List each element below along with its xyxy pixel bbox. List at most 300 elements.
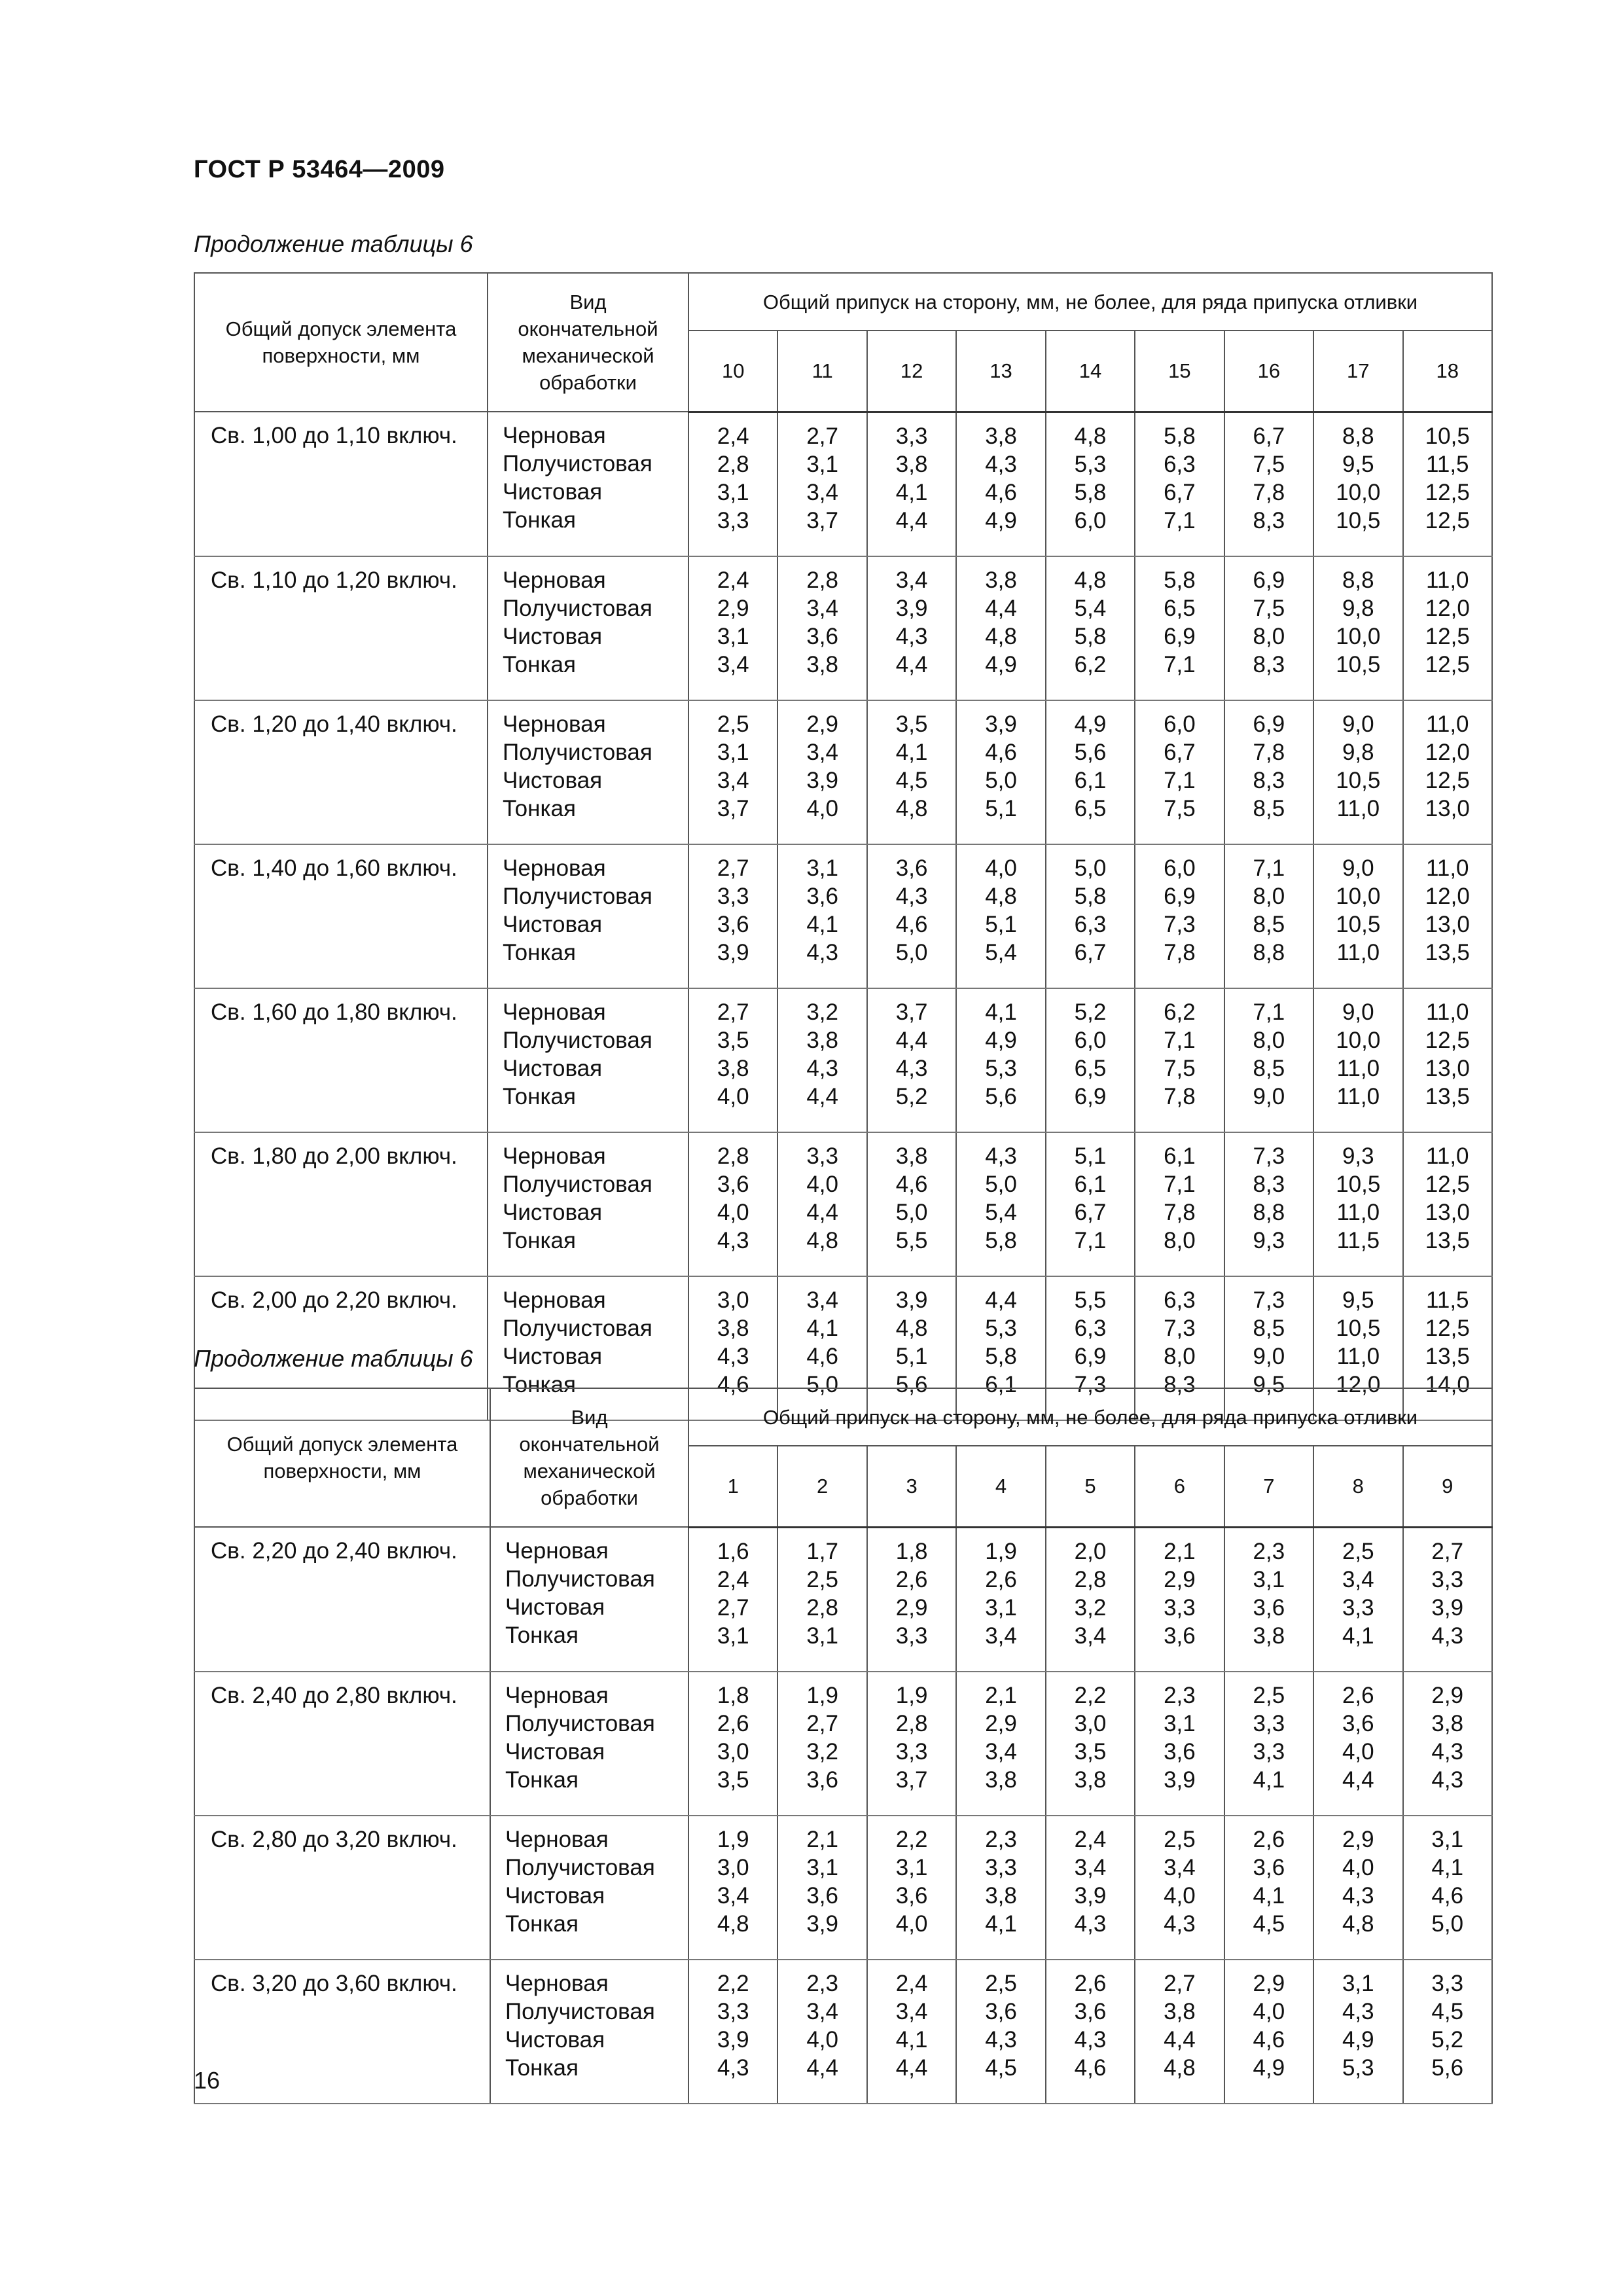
allowance-value: 5,0 bbox=[1074, 855, 1107, 881]
allowance-value: 5,4 bbox=[1074, 595, 1107, 621]
series-header: 16 bbox=[1224, 331, 1313, 412]
allowance-value: 4,0 bbox=[806, 1171, 838, 1197]
allowance-value: 3,9 bbox=[717, 939, 749, 965]
tolerance-range: Св. 1,60 до 1,80 включ. bbox=[194, 988, 488, 1132]
allowance-value: 4,3 bbox=[895, 883, 928, 909]
allowance-value: 1,9 bbox=[985, 1538, 1017, 1564]
machining-type: Чистовая bbox=[505, 1594, 605, 1620]
machining-types bbox=[488, 412, 688, 556]
allowance-value: 3,9 bbox=[895, 1287, 928, 1313]
allowance-value: 13,5 bbox=[1425, 1343, 1470, 1369]
allowance-value: 7,3 bbox=[1074, 1371, 1107, 1397]
machining-type: Получистовая bbox=[503, 1315, 652, 1341]
allowance-value: 2,8 bbox=[895, 1710, 928, 1736]
allowance-values bbox=[1135, 1960, 1224, 2104]
allowance-value: 3,3 bbox=[717, 1998, 749, 2024]
allowance-values bbox=[956, 1960, 1045, 2104]
allowance-value: 5,1 bbox=[1074, 1143, 1107, 1169]
allowance-value: 3,3 bbox=[1253, 1738, 1285, 1765]
series-header: 6 bbox=[1135, 1446, 1224, 1527]
machining-types bbox=[488, 988, 688, 1132]
series-header: 10 bbox=[688, 331, 777, 412]
allowance-value: 3,6 bbox=[895, 1882, 928, 1909]
allowance-value: 4,0 bbox=[806, 795, 838, 821]
allowance-value: 4,8 bbox=[717, 1910, 749, 1937]
allowance-value: 3,5 bbox=[717, 1767, 749, 1793]
allowance-value: 2,7 bbox=[717, 1594, 749, 1621]
allowance-value: 8,3 bbox=[1253, 767, 1285, 793]
allowance-values bbox=[1046, 412, 1135, 556]
allowance-value: 7,8 bbox=[1164, 1083, 1196, 1109]
tolerance-range: Св. 2,80 до 3,20 включ. bbox=[194, 1816, 490, 1960]
allowance-value: 3,1 bbox=[895, 1854, 928, 1880]
allowance-values bbox=[1313, 1816, 1402, 1960]
allowance-value: 11,0 bbox=[1336, 795, 1380, 821]
allowance-value: 11,0 bbox=[1336, 1199, 1380, 1225]
allowance-value: 5,0 bbox=[985, 1171, 1017, 1197]
allowance-value: 7,8 bbox=[1253, 479, 1285, 505]
allowance-value: 6,5 bbox=[1164, 595, 1196, 621]
allowance-value: 4,3 bbox=[895, 1055, 928, 1081]
series-header: 18 bbox=[1403, 331, 1493, 412]
tolerance-range: Св. 1,00 до 1,10 включ. bbox=[194, 412, 488, 556]
allowance-value: 4,9 bbox=[1253, 2054, 1285, 2081]
allowance-values bbox=[688, 1816, 777, 1960]
series-header: 3 bbox=[867, 1446, 956, 1527]
allowance-value: 2,4 bbox=[717, 567, 749, 593]
allowance-value: 7,3 bbox=[1164, 1315, 1196, 1341]
allowance-values bbox=[956, 412, 1045, 556]
allowance-value: 3,5 bbox=[1074, 1738, 1107, 1765]
allowance-value: 3,1 bbox=[1253, 1566, 1285, 1592]
machining-type: Тонкая bbox=[503, 1083, 576, 1109]
allowance-value: 3,1 bbox=[717, 479, 749, 505]
allowance-value: 6,9 bbox=[1253, 567, 1285, 593]
allowance-value: 6,3 bbox=[1164, 1287, 1196, 1313]
allowance-value: 11,0 bbox=[1336, 1083, 1380, 1109]
allowance-value: 3,9 bbox=[717, 2026, 749, 2053]
allowance-value: 4,4 bbox=[895, 651, 928, 677]
allowance-value: 8,8 bbox=[1253, 1199, 1285, 1225]
allowance-values bbox=[1403, 1527, 1493, 1672]
allowance-values bbox=[1135, 988, 1224, 1132]
allowance-values bbox=[1313, 1960, 1402, 2104]
machining-types bbox=[488, 1132, 688, 1276]
allowance-value: 3,4 bbox=[717, 651, 749, 677]
allowance-values bbox=[1403, 412, 1493, 556]
allowance-value: 3,1 bbox=[1164, 1710, 1196, 1736]
allowance-value: 3,8 bbox=[985, 1767, 1017, 1793]
table-row bbox=[194, 988, 1492, 1132]
allowance-value: 3,6 bbox=[717, 1171, 749, 1197]
table-row bbox=[194, 412, 1492, 556]
allowance-value: 2,5 bbox=[806, 1566, 838, 1592]
allowance-value: 4,5 bbox=[1431, 1998, 1464, 2024]
allowance-value: 10,5 bbox=[1336, 507, 1381, 533]
machining-types bbox=[490, 1960, 688, 2104]
allowance-value: 8,8 bbox=[1253, 939, 1285, 965]
allowance-values bbox=[1046, 1527, 1135, 1672]
allowance-values bbox=[688, 988, 777, 1132]
allowance-value: 3,2 bbox=[806, 1738, 838, 1765]
allowance-value: 13,5 bbox=[1425, 939, 1470, 965]
header-allowance: Общий припуск на сторону, мм, не более, для ряда припуска отливки bbox=[688, 273, 1492, 331]
series-header: 4 bbox=[956, 1446, 1045, 1527]
machining-type: Черновая bbox=[503, 1143, 606, 1169]
allowance-values bbox=[1135, 1816, 1224, 1960]
allowance-value: 6,7 bbox=[1253, 423, 1285, 449]
machining-type: Черновая bbox=[503, 423, 606, 448]
allowance-value: 3,8 bbox=[985, 567, 1017, 593]
allowance-values bbox=[867, 844, 956, 988]
allowance-value: 6,3 bbox=[1074, 911, 1107, 937]
allowance-value: 2,9 bbox=[717, 595, 749, 621]
allowance-value: 2,7 bbox=[717, 999, 749, 1025]
allowance-values bbox=[1403, 1816, 1493, 1960]
allowance-values bbox=[1313, 1132, 1402, 1276]
allowance-value: 9,0 bbox=[1342, 711, 1374, 737]
allowance-values bbox=[1046, 1672, 1135, 1816]
allowance-value: 2,6 bbox=[895, 1566, 928, 1592]
allowance-values bbox=[1135, 412, 1224, 556]
allowance-value: 3,4 bbox=[895, 1998, 928, 2024]
allowance-value: 8,8 bbox=[1342, 567, 1374, 593]
machining-type: Черновая bbox=[503, 999, 606, 1025]
allowance-value: 7,5 bbox=[1164, 795, 1196, 821]
allowance-value: 6,9 bbox=[1253, 711, 1285, 737]
allowance-values bbox=[867, 1132, 956, 1276]
allowance-value: 4,9 bbox=[985, 651, 1017, 677]
allowance-value: 2,4 bbox=[717, 423, 749, 449]
allowance-value: 11,0 bbox=[1425, 855, 1469, 881]
table-caption: Продолжение таблицы 6 bbox=[194, 1345, 473, 1372]
allowance-values bbox=[1224, 1960, 1313, 2104]
allowance-values bbox=[688, 1132, 777, 1276]
allowance-value: 4,3 bbox=[1431, 1767, 1464, 1793]
allowance-value: 3,5 bbox=[717, 1027, 749, 1053]
allowance-values bbox=[1313, 556, 1402, 700]
allowance-value: 3,8 bbox=[806, 1027, 838, 1053]
allowance-value: 2,1 bbox=[806, 1826, 838, 1852]
allowance-value: 5,1 bbox=[895, 1343, 928, 1369]
allowance-value: 3,3 bbox=[1431, 1970, 1464, 1996]
allowance-value: 10,5 bbox=[1336, 911, 1381, 937]
table-row bbox=[194, 700, 1492, 844]
allowance-value: 2,5 bbox=[985, 1970, 1017, 1996]
allowance-value: 4,8 bbox=[985, 883, 1017, 909]
allowance-value: 1,7 bbox=[806, 1538, 838, 1564]
allowance-table-series-1-9 bbox=[194, 1388, 1493, 2104]
allowance-value: 7,8 bbox=[1164, 939, 1196, 965]
allowance-values bbox=[688, 1960, 777, 2104]
allowance-value: 3,2 bbox=[806, 999, 838, 1025]
allowance-value: 11,0 bbox=[1425, 711, 1469, 737]
allowance-value: 4,1 bbox=[895, 739, 928, 765]
allowance-value: 2,3 bbox=[985, 1826, 1017, 1852]
allowance-value: 4,6 bbox=[1074, 2054, 1107, 2081]
allowance-value: 6,1 bbox=[1074, 767, 1107, 793]
allowance-value: 3,8 bbox=[985, 423, 1017, 449]
machining-type: Получистовая bbox=[505, 1566, 655, 1592]
allowance-value: 3,6 bbox=[806, 1767, 838, 1793]
allowance-value: 8,3 bbox=[1164, 1371, 1196, 1397]
allowance-values bbox=[867, 700, 956, 844]
allowance-value: 2,6 bbox=[985, 1566, 1017, 1592]
allowance-value: 11,0 bbox=[1336, 1055, 1380, 1081]
allowance-value: 3,9 bbox=[985, 711, 1017, 737]
allowance-value: 1,8 bbox=[895, 1538, 928, 1564]
allowance-value: 3,1 bbox=[806, 855, 838, 881]
allowance-value: 9,0 bbox=[1253, 1083, 1285, 1109]
allowance-value: 3,9 bbox=[806, 767, 838, 793]
allowance-value: 7,1 bbox=[1164, 1027, 1196, 1053]
allowance-value: 5,2 bbox=[1431, 2026, 1464, 2053]
allowance-value: 4,0 bbox=[717, 1083, 749, 1109]
allowance-value: 3,6 bbox=[1253, 1854, 1285, 1880]
allowance-value: 12,5 bbox=[1425, 623, 1470, 649]
allowance-value: 2,0 bbox=[1074, 1538, 1107, 1564]
allowance-values bbox=[1313, 412, 1402, 556]
allowance-value: 5,0 bbox=[1431, 1910, 1464, 1937]
allowance-value: 2,2 bbox=[895, 1826, 928, 1852]
machining-types bbox=[490, 1527, 688, 1672]
allowance-values bbox=[1403, 844, 1493, 988]
series-header: 9 bbox=[1403, 1446, 1493, 1527]
allowance-values bbox=[1046, 700, 1135, 844]
allowance-value: 4,1 bbox=[806, 1315, 838, 1341]
allowance-value: 2,5 bbox=[717, 711, 749, 737]
allowance-values bbox=[688, 412, 777, 556]
tolerance-range: Св. 2,40 до 2,80 включ. bbox=[194, 1672, 490, 1816]
allowance-value: 4,1 bbox=[806, 911, 838, 937]
allowance-value: 5,3 bbox=[985, 1315, 1017, 1341]
allowance-value: 2,5 bbox=[1253, 1682, 1285, 1708]
allowance-values bbox=[956, 556, 1045, 700]
allowance-value: 2,4 bbox=[1074, 1826, 1107, 1852]
allowance-values bbox=[777, 700, 866, 844]
allowance-value: 10,0 bbox=[1336, 479, 1381, 505]
allowance-value: 3,3 bbox=[1253, 1710, 1285, 1736]
allowance-value: 12,0 bbox=[1336, 1371, 1381, 1397]
allowance-value: 2,1 bbox=[1164, 1538, 1196, 1564]
allowance-value: 5,4 bbox=[985, 1199, 1017, 1225]
allowance-table-series-10-18 bbox=[194, 272, 1493, 1421]
allowance-value: 4,4 bbox=[806, 2054, 838, 2081]
allowance-value: 5,1 bbox=[985, 911, 1017, 937]
allowance-value: 3,2 bbox=[1074, 1594, 1107, 1621]
allowance-value: 9,0 bbox=[1342, 999, 1374, 1025]
machining-type: Чистовая bbox=[505, 1738, 605, 1765]
allowance-values bbox=[867, 556, 956, 700]
allowance-value: 3,8 bbox=[895, 451, 928, 477]
allowance-value: 8,8 bbox=[1342, 423, 1374, 449]
allowance-value: 4,3 bbox=[1164, 1910, 1196, 1937]
machining-types bbox=[488, 844, 688, 988]
allowance-value: 4,4 bbox=[895, 2054, 928, 2081]
series-header: 14 bbox=[1046, 331, 1135, 412]
allowance-value: 3,6 bbox=[717, 911, 749, 937]
machining-type: Тонкая bbox=[503, 1227, 576, 1253]
allowance-value: 4,1 bbox=[895, 479, 928, 505]
allowance-value: 8,3 bbox=[1253, 651, 1285, 677]
allowance-value: 6,0 bbox=[1074, 1027, 1107, 1053]
allowance-value: 4,4 bbox=[806, 1083, 838, 1109]
allowance-value: 3,1 bbox=[806, 1854, 838, 1880]
allowance-value: 11,0 bbox=[1336, 939, 1380, 965]
allowance-values bbox=[1403, 1672, 1493, 1816]
allowance-value: 3,3 bbox=[895, 1623, 928, 1649]
allowance-value: 3,4 bbox=[1074, 1854, 1107, 1880]
allowance-value: 4,3 bbox=[895, 623, 928, 649]
allowance-value: 3,3 bbox=[717, 883, 749, 909]
allowance-value: 3,0 bbox=[717, 1287, 749, 1313]
allowance-value: 9,5 bbox=[1253, 1371, 1285, 1397]
machining-type: Чистовая bbox=[505, 2026, 605, 2053]
allowance-value: 5,3 bbox=[1074, 451, 1107, 477]
allowance-value: 6,9 bbox=[1074, 1083, 1107, 1109]
allowance-value: 10,0 bbox=[1336, 883, 1381, 909]
allowance-value: 4,4 bbox=[895, 1027, 928, 1053]
allowance-value: 7,3 bbox=[1164, 911, 1196, 937]
allowance-value: 4,3 bbox=[985, 451, 1017, 477]
allowance-values bbox=[777, 412, 866, 556]
allowance-value: 3,4 bbox=[806, 1998, 838, 2024]
allowance-value: 3,1 bbox=[806, 451, 838, 477]
allowance-value: 12,5 bbox=[1425, 651, 1470, 677]
allowance-value: 9,3 bbox=[1253, 1227, 1285, 1253]
allowance-values bbox=[688, 1527, 777, 1672]
allowance-value: 2,9 bbox=[1431, 1682, 1464, 1708]
allowance-value: 10,5 bbox=[1336, 651, 1381, 677]
allowance-value: 7,1 bbox=[1164, 507, 1196, 533]
machining-type: Чистовая bbox=[503, 623, 603, 649]
allowance-value: 1,8 bbox=[717, 1682, 749, 1708]
allowance-value: 7,1 bbox=[1074, 1227, 1107, 1253]
machining-type: Чистовая bbox=[503, 767, 603, 793]
allowance-value: 3,6 bbox=[806, 623, 838, 649]
series-header: 15 bbox=[1135, 331, 1224, 412]
allowance-value: 4,4 bbox=[895, 507, 928, 533]
allowance-value: 2,9 bbox=[806, 711, 838, 737]
allowance-values bbox=[1403, 556, 1493, 700]
header-machining-type: Вид окончательной механической обработки bbox=[490, 1388, 688, 1527]
table-row bbox=[194, 1816, 1492, 1960]
allowance-value: 3,8 bbox=[1074, 1767, 1107, 1793]
allowance-value: 9,8 bbox=[1342, 739, 1374, 765]
allowance-value: 4,3 bbox=[985, 2026, 1017, 2053]
allowance-values bbox=[688, 1672, 777, 1816]
allowance-value: 4,5 bbox=[895, 767, 928, 793]
allowance-value: 3,1 bbox=[717, 739, 749, 765]
allowance-value: 4,6 bbox=[1431, 1882, 1464, 1909]
allowance-value: 4,1 bbox=[1253, 1767, 1285, 1793]
allowance-value: 10,0 bbox=[1336, 623, 1381, 649]
allowance-values bbox=[867, 412, 956, 556]
allowance-value: 3,4 bbox=[1074, 1623, 1107, 1649]
tolerance-range: Св. 2,20 до 2,40 включ. bbox=[194, 1527, 490, 1672]
machining-type: Получистовая bbox=[503, 883, 652, 909]
allowance-value: 10,5 bbox=[1336, 1315, 1381, 1341]
header-machining-type: Вид окончательной механической обработки bbox=[488, 273, 688, 412]
machining-type: Получистовая bbox=[503, 739, 652, 765]
allowance-value: 8,0 bbox=[1253, 1027, 1285, 1053]
allowance-value: 6,7 bbox=[1074, 1199, 1107, 1225]
allowance-value: 2,9 bbox=[1253, 1970, 1285, 1996]
allowance-value: 14,0 bbox=[1425, 1371, 1470, 1397]
allowance-value: 1,9 bbox=[717, 1826, 749, 1852]
allowance-values bbox=[1046, 556, 1135, 700]
allowance-value: 7,8 bbox=[1164, 1199, 1196, 1225]
series-header: 17 bbox=[1313, 331, 1402, 412]
series-header: 7 bbox=[1224, 1446, 1313, 1527]
machining-type: Чистовая bbox=[503, 1343, 603, 1369]
allowance-value: 8,5 bbox=[1253, 795, 1285, 821]
allowance-values bbox=[1224, 988, 1313, 1132]
allowance-value: 3,9 bbox=[1431, 1594, 1464, 1621]
series-header: 5 bbox=[1046, 1446, 1135, 1527]
allowance-value: 4,0 bbox=[717, 1199, 749, 1225]
allowance-value: 4,8 bbox=[985, 623, 1017, 649]
allowance-values bbox=[1403, 700, 1493, 844]
allowance-values bbox=[1313, 1527, 1402, 1672]
allowance-value: 4,0 bbox=[1342, 1738, 1374, 1765]
allowance-value: 4,0 bbox=[1253, 1998, 1285, 2024]
allowance-values bbox=[956, 1672, 1045, 1816]
allowance-values bbox=[1403, 1960, 1493, 2104]
allowance-value: 4,8 bbox=[806, 1227, 838, 1253]
header-tolerance: Общий допуск элемента поверхности, мм bbox=[194, 1388, 490, 1527]
allowance-value: 1,9 bbox=[806, 1682, 838, 1708]
allowance-value: 4,3 bbox=[985, 1143, 1017, 1169]
allowance-value: 5,6 bbox=[1074, 739, 1107, 765]
allowance-value: 3,7 bbox=[895, 999, 928, 1025]
allowance-value: 3,4 bbox=[1164, 1854, 1196, 1880]
allowance-value: 9,0 bbox=[1342, 855, 1374, 881]
allowance-value: 7,1 bbox=[1253, 855, 1285, 881]
allowance-values bbox=[777, 1132, 866, 1276]
allowance-value: 2,1 bbox=[985, 1682, 1017, 1708]
machining-type: Тонкая bbox=[505, 1623, 579, 1648]
allowance-values bbox=[688, 844, 777, 988]
machining-type: Чистовая bbox=[503, 479, 603, 505]
allowance-value: 7,5 bbox=[1253, 595, 1285, 621]
allowance-values bbox=[1224, 844, 1313, 988]
allowance-values bbox=[867, 1816, 956, 1960]
allowance-value: 5,2 bbox=[895, 1083, 928, 1109]
allowance-value: 12,5 bbox=[1425, 479, 1470, 505]
allowance-values bbox=[1135, 1132, 1224, 1276]
machining-types bbox=[490, 1672, 688, 1816]
allowance-value: 6,7 bbox=[1074, 939, 1107, 965]
allowance-value: 3,7 bbox=[895, 1767, 928, 1793]
allowance-value: 6,5 bbox=[1074, 1055, 1107, 1081]
allowance-values bbox=[867, 988, 956, 1132]
allowance-value: 3,1 bbox=[717, 623, 749, 649]
allowance-value: 3,4 bbox=[717, 1882, 749, 1909]
header-tolerance: Общий допуск элемента поверхности, мм bbox=[194, 273, 488, 412]
allowance-value: 2,2 bbox=[1074, 1682, 1107, 1708]
allowance-value: 3,6 bbox=[806, 883, 838, 909]
allowance-value: 3,8 bbox=[806, 651, 838, 677]
allowance-values bbox=[1135, 1672, 1224, 1816]
allowance-value: 9,8 bbox=[1342, 595, 1374, 621]
allowance-values bbox=[1224, 1816, 1313, 1960]
allowance-values bbox=[956, 1816, 1045, 1960]
allowance-value: 2,9 bbox=[895, 1594, 928, 1621]
allowance-values bbox=[688, 700, 777, 844]
allowance-value: 2,5 bbox=[1342, 1538, 1374, 1564]
allowance-values bbox=[1046, 1132, 1135, 1276]
